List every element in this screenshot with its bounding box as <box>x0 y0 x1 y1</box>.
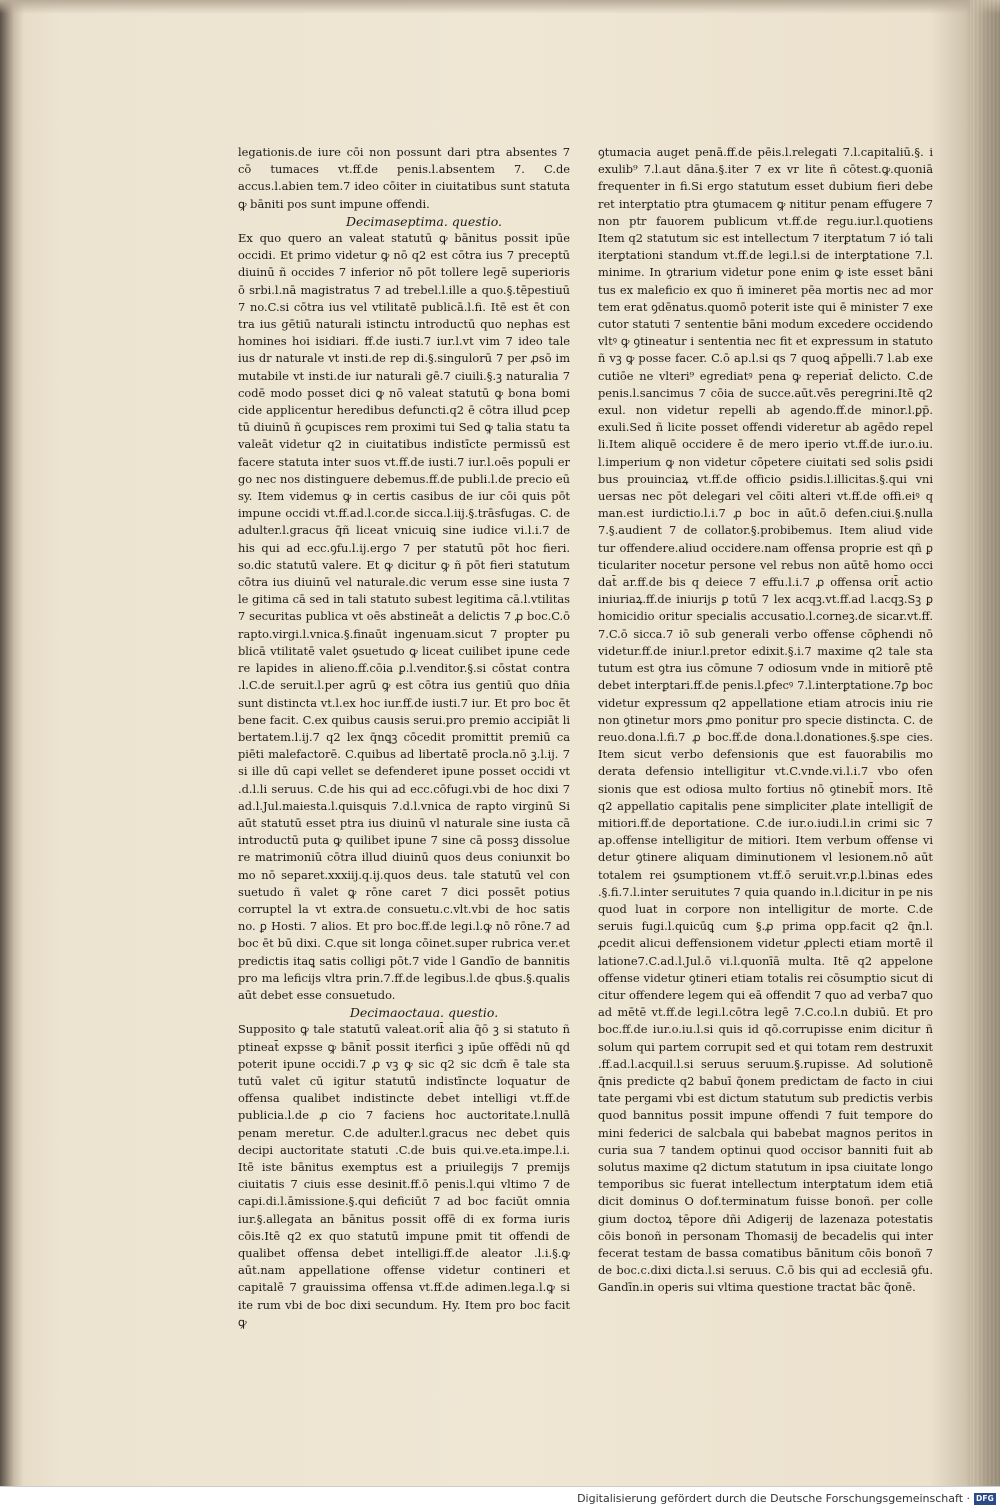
text-paragraph: Ex quo quero an valeat statutū ꝙ bānitus possit ipūe occidi. Et primo videtur ꝙ nō q2 est cōtra ius 7 preceptū diuinū ñ occides 7 inferior nō pōt tollere legē superioris ō srbi.l.nā magistratus 7 ad trebel.l.ille a quo.§.tēpestiuū 7 no.C.si cōtra ius vel vtilitatē publicā.l.fi. Itē est ēt con tra ius gētiū naturali istinctu introductū quo nephas est homines hoi isidiari. ff.de iusti.7 iur.l.vt vim 7 ideo tale ius dr naturale vt insti.de rep di.§.singulorū 7 per ꝓsō im mutabile vt insti.de iur naturali gē.7 ciuili.§.ꝫ naturalia 7 codē modo posset dici ꝙ nō valeat statutū ꝙ bona bomi cide applicentur heredibus defuncti.q2 ē cōtra illud ꝑcep tū diuinū ñ ꝯcupisces rem proximi tui Sed ꝙ talia statu ta valeāt videtur q2 in ciuitatibus indistīcte permissū est facere statuta inter suos vt.ff.de iusti.7 iur.l.oēs populi er go nec nos distinguere debemus.ff.de publi.l.de precio eū sy. Item videmus ꝙ in certis casibus de iur cōi quis pōt impune occidi vt.ff.ad.l.cor.de sicca.l.iij.§.trāsfugas. C. de adulter.l.gracus q̄ñ liceat vnicuiꝗ sine iudice vi.l.i.7 de his qui ad ecc.ꝯfu.l.ij.ergo 7 per statutū pōt hoc fieri. so.dic statutū valere. Et ꝙ dicitur ꝙ ñ pōt fieri statutum cōtra ius diuinū vel naturale.dic verum esse sine iusta 7 le gitima cā sed in tali statuto subest legitima cā.l.vtilitas 7 securitas publica vt oēs abstineāt a delictis 7 ꝓ boc.C.ō rapto.virgi.l.vnica.§.finaūt ingenuam.sicut 7 propter pu blicā vtilitatē valet ꝯsuetudo ꝙ liceat cuilibet ipune cede re lapides in alieno.ff.cōia ꝑ.l.venditor.§.si cōstat contra .l.C.de seruit.l.per agrū ꝙ est cōtra ius gentiū quo dñia sunt distincta vt.l.ex hoc iur.ff.de iusti.7 iur. Et pro boc ēt bene facit. C.ex quibus causis serui.pro premio accipiāt li bertatem.l.ij.7 q2 lex q̄nꝗꝫ cōcedit promittit premiū ca piēti malefactorē. C.quibus ad libertatē procla.nō ꝫ.l.ij. 7 si ille dū capi vellet se defenderet ipune posset occidi vt .d.l.li seruus. C.de his qui ad ecc.cōfugi.vbi de hoc dixi 7 ad.l.Jul.maiesta.l.quisquis 7.d.l.vnica de rapto virginū Si aūt statutū esset ptra ius diuinū vl naturale sine iusta cā introductū puta ꝙ quilibet ipune 7 sine cā possꝫ dissolue re matrimoniū cōtra illud diuinū quos deus coniunxit bo mo nō separet.xxxiij.q.ij.quos deus. tale statutū vel con suetudo ñ valet ꝙ rōne caret 7 dici possēt potius corruptel la vt extra.de consuetu.c.vlt.vbi de hoc satis no. ꝑ Hosti. 7 alios. Et pro boc.ff.de legi.l.ꝙ nō rōne.7 ad boc ēt bū dixi. C.que sit longa cōinet.super rubrica ver.et predictis itaꝗ satis colligi pōt.7 vide l Gandīo de bannitis pro ma leficijs vltra prin.7.ff.de legibus.l.de qbus.§.qualis aūt debet esse consuetudo. <box>238 231 570 1002</box>
funding-footer <box>0 1486 1000 1511</box>
question-heading: Decimaseptima. questio. <box>346 213 502 229</box>
page-top-shadow <box>0 0 1000 14</box>
funding-credit-text: Digitalisierung gefördert durch die Deutsche Forschungsgemeinschaft · <box>577 1492 970 1505</box>
question-heading: Decimaoctaua. questio. <box>349 1005 499 1021</box>
right-text-column <box>598 144 933 1297</box>
text-paragraph: ꝯtumacia auget penā.ff.de pēis.l.relegati 7.l.capitaliū.§. i exulib⁹ 7.l.aut dāna.§.iter 7 ex vr lite ñ cōtest.ꝙ.quoniā frequenter in fi.Si ergo statutum esset dubium fieri debe ret interꝑtatio ptra ꝯtumacem ꝙ nititur penam effugere 7 non ptr fauorem publicum vt.ff.de regu.iur.l.quotiens Item q2 statutum sic est intellectum 7 iterꝑtatum 7 ió tali iterꝑtationi standum vt.ff.de legi.l.si de interꝑtatione 7.l. minime. In ꝯtrarium videtur pone enim ꝙ iste esset bāni tus ex maleficio ex quo ñ imineret pēa mortis nec ad mor tem erat ꝯdēnatus.quomō poterit iste qui ē minister 7 exe cutor statuti 7 sententie bāni modum excedere occidendo vltꝰ ꝙ ꝯtineatur i sententia nec fit et expressum in statuto ñ vꝫ ꝙ posse facer. C.ō ap.l.si qs 7 quoꝗ ap̄pelli.7 l.ab exe cutiōe ne vlteri⁹ egrediatꝰ pena ꝙ reperiat̄ delicto. C.de penis.l.sancimus 7 cōia de succe.aūt.vēs peregrini.Itē q2 exul. non videtur repelli ab agendo.ff.de minor.l.ꝑp̄. exuli.Sed ñ licite posset offendi videretur ab agēdo repel li.Item aliquē occidere ē de mero iperio vt.ff.de iur.o.iu. l.imperium ꝙ non videtur cōpetere ciuitati sed solis ꝑsidi bus prouinciaꝝ vt.ff.de officio ꝑsidis.l.illicitas.§.qui vni uersas nec pōt delegari vel cōiti alteri vt.ff.de offi.eiꝰ q man.est iurdictio.l.i.7 ꝓ boc in aūt.ō defen.ciui.§.nulla 7.§.audient 7 de collator.§.probibemus. Item aliud vide tur offendere.aliud occidere.nam offensa proprie est qñ ꝑ ticulariter nocetur persone vel rebus non aūtē homo occi dat̄ ar.ff.de bis q deiece 7 effu.l.i.7 ꝓ offensa orit̄ actio iniuriaꝝ.ff.de iniurijs ꝑ totū 7 lex acqꝫ.vt.ff.ad l.acqꝫ.Sꝫ ꝑ homicidio oritur specialis accusatio.l.corneꝫ.de sicar.vt.ff. 7.C.ō sicca.7 iō sub generali verbo offense cōꝑhendi nō videtur.ff.de iniur.l.pretor edixit.§.i.7 maxime q2 tale sta tutum est ꝯtra ius cōmune 7 odiosum vnde in mitiorē ptē debet interꝑtari.ff.de penis.l.ꝑfecꝰ 7.l.interꝑtatione.7ꝑ boc videtur expressum q2 appellatione etiam atrocis iniu rie non ꝯtinetur mors ꝓmo ponitur pro specie distincta. C. de reuo.dona.l.fi.7 ꝓ boc.ff.de dona.l.donationes.§.spe cies. Item sicut verbo defensionis que est fauorabilis mo derata defensio intelligitur vt.C.vnde.vi.l.i.7 vbo ofen sionis que est odiosa multo fortius nō ꝯtinebit̄ mors. Itē q2 appellatio capitalis pene simpliciter ꝓlate intelligit̄ de mitiori.ff.de deportatione. C.de iur.o.iudi.l.in crimi sic 7 ap.offense intelligitur de mitiori. Item verbum offense vi detur ꝯtinere aliquam diminutionem vl lesionem.nō aūt totalem rei ꝯsumptionem vt.ff.ō seruit.vr.ꝑ.l.binas edes .§.fi.7.l.inter seruitutes 7 quia quando in.l.dicitur in pe nis quod luat in corpore non intelligitur de morte. C.de seruis fugi.l.quicūꝗ cum §.ꝓ prima opp.facit q2 q̄n.l. ꝓcedit alicui deffensionem videtur ꝓplecti etiam mortē il latione7.C.ad.l.Jul.ō vi.l.quonīā multa. Itē q2 appelone offense videtur ꝯtineri etiam totalis rei cōsumptio sicut di citur offendere legem qui eā offendit 7 quo ad verba7 quo ad mētē vt.ff.de legi.l.cōtra legē 7.C.co.l.n dubiū. Et pro boc.ff.de iur.o.iu.l.si quis id qō.corrupisse enim dicitur ñ solum qui partem corrupit sed et qui totam rem destruxit .ff.ad.l.acquil.l.si seruus seruum.§.rupisse. Ad solutionē q̄nis predicte q2 babuī q̄onem predictam de facto in ciui tate pergami vbi est dictum statutum sub predictis verbis quod bannitus possit impune offendi 7 fuit tempore do mini federici de salcbala qui babebat magnos peritos in curia sua 7 tandem optinui quod occisor banniti fuit ab solutus maxime q2 dictum statutum in ipsa ciuitate longo temporibus sic fuerat intellectum interꝑtatum idem etiā dicit dominus O dof.terminatum fuisse bonoñ. per colle gium doctoꝝ tēpore dñi Adigerij de lazenaza potestatis cōis bonoñ in personam Thomasij de becadelis qui inter fecerat testam de bassa comatibus bānitum cōis bonoñ 7 de boc.c.dixi dicta.l.si seruus. C.ō bis qui ad ecclesiā ꝯfu. Gandīn.in operis sui vltima questione tractat bāc q̄onē. <box>598 145 933 1295</box>
left-text-column <box>238 144 570 1331</box>
fore-edge <box>970 0 1000 1486</box>
dfg-logo-icon: DFG <box>975 1494 995 1503</box>
text-paragraph: legationis.de iure cōi non possunt dari ptra absentes 7 cō tumaces vt.ff.de penis.l.absentem 7. C.de accus.l.abien tem.7 ideo cōiter in ciuitatibus sunt statuta ꝙ bāniti pos sunt impune offendi. <box>238 145 570 211</box>
text-paragraph: Supposito ꝙ tale statutū valeat.orit̄ alia q̄ō ꝫ si statuto ñ ptineat̄ expsse ꝙ bānit̄ possit iterfici ꝫ ipūe offēdi nū qd poterit ipune occidi.7 ꝓ vꝫ ꝙ sic q2 sic dcm̄ ē tale sta tutū valet cū igitur statutū indistīncte loquatur de offensa qualibet indistincte debet intelligi vt.ff.de publicia.l.de ꝓ cio 7 faciens hoc auctoritate.l.nullā penam meretur. C.de adulter.l.gracus nec debet quis decipi auctoritate statuti .C.de buis qui.ve.eta.impe.l.i. Itē iste bānitus exemptus est a priuilegijs 7 premijs ciuitatis 7 ciuis esse desinit.ff.ō penis.l.qui vltimo 7 de capi.di.l.āmissione.§.qui deficiūt 7 ad boc faciūt omnia iur.§.allegata an bānitus possit offē di ex forma iuris cōis.Itē q2 ex quo statutū impune pmit tit offendi de qualibet offensa debet intelligi.ff.de aleator .l.i.§.ꝙ aūt.nam appellatione offense videtur contineri et capitalē 7 grauissima offensa vt.ff.de adimen.lega.l.ꝙ si ite rum vbi de boc dixi secundum. Hy. Item pro boc facit ꝙ <box>238 1022 570 1329</box>
